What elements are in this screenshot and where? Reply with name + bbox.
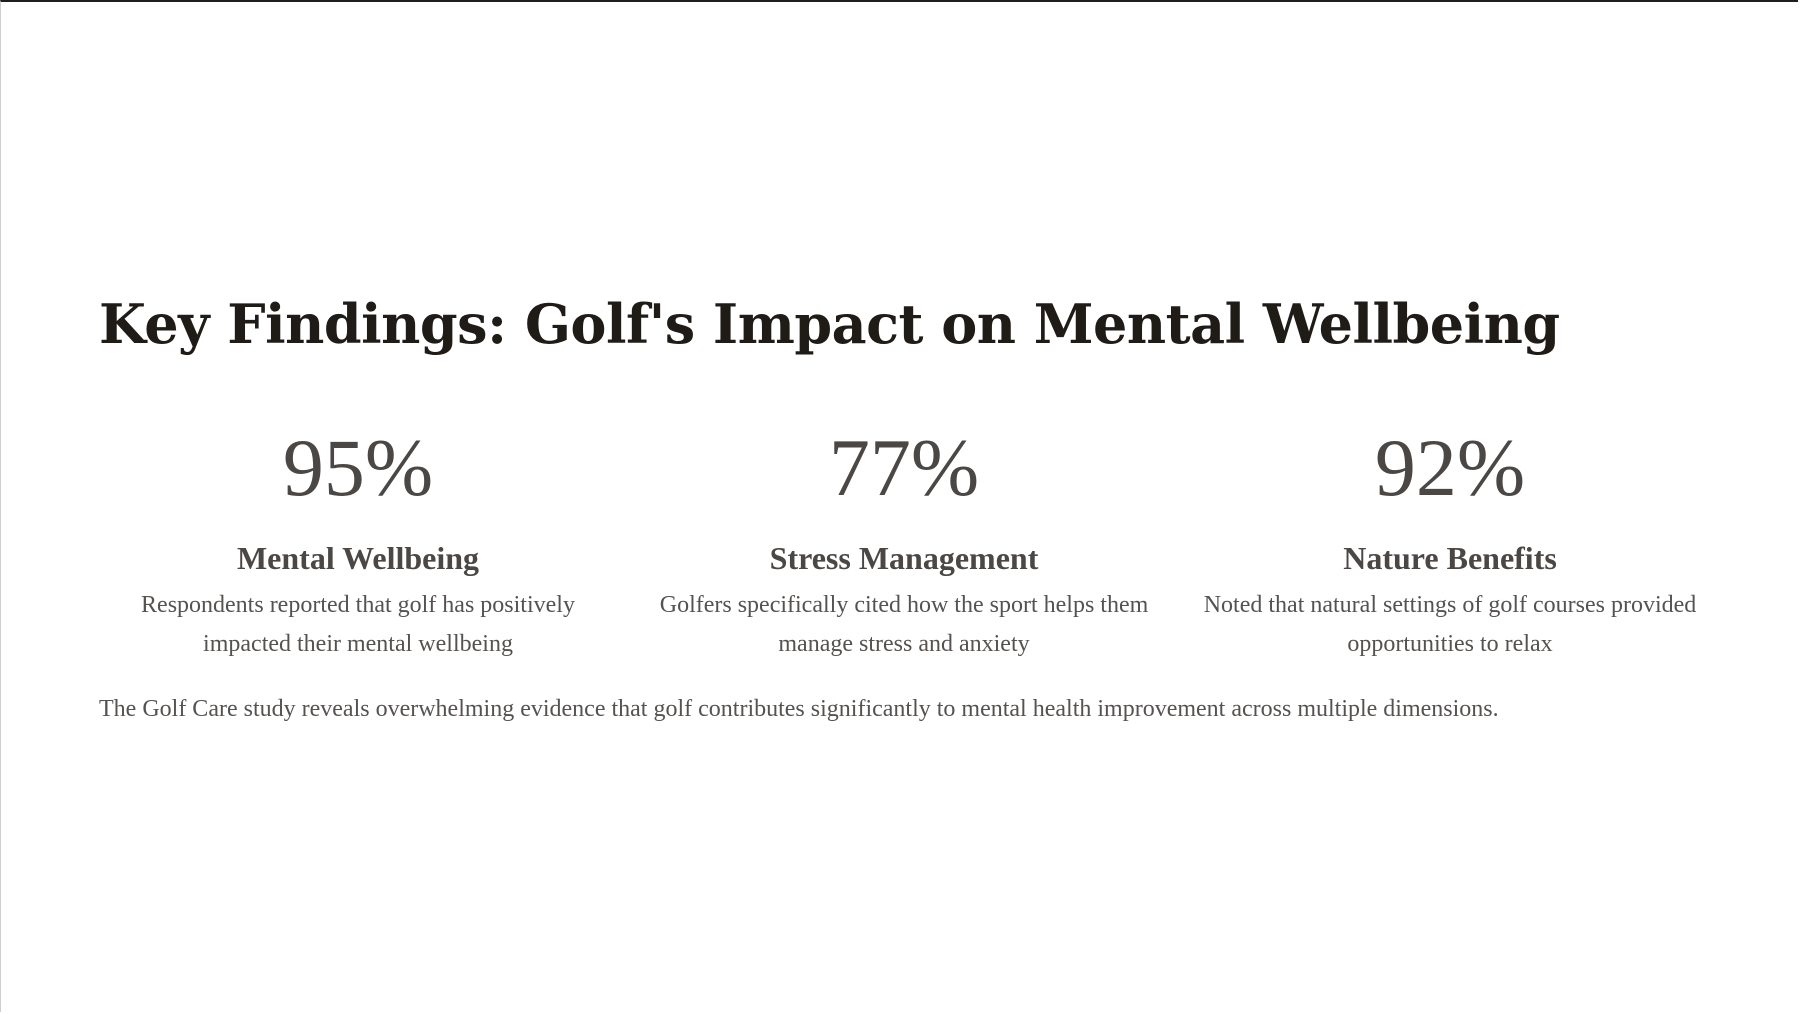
stat-card-nature-benefits [1177, 418, 1723, 664]
stat-label: Nature Benefits [1343, 540, 1557, 576]
summary-text: The Golf Care study reveals overwhelming evidence that golf contributes significantly to mental health improvement across multiple dimensions. [99, 696, 1499, 722]
stats-row [85, 418, 1723, 664]
stat-description: Golfers specifically cited how the sport helps them manage stress and anxiety [659, 592, 1149, 657]
stat-card-mental-wellbeing [85, 418, 631, 664]
stat-label: Mental Wellbeing [236, 540, 480, 576]
stat-description: Respondents reported that golf has positively impacted their mental wellbeing [141, 592, 575, 657]
stat-description: Noted that natural settings of golf courses provided opportunities to relax [1203, 592, 1697, 657]
stat-value: 92% [1374, 422, 1526, 513]
stat-value: 95% [282, 422, 434, 513]
stat-value: 77% [828, 422, 980, 513]
stat-label: Stress Management [769, 540, 1039, 576]
slide-title: Key Findings: Golf's Impact on Mental Wellbeing [99, 292, 1560, 356]
stat-card-stress-management [631, 418, 1177, 664]
